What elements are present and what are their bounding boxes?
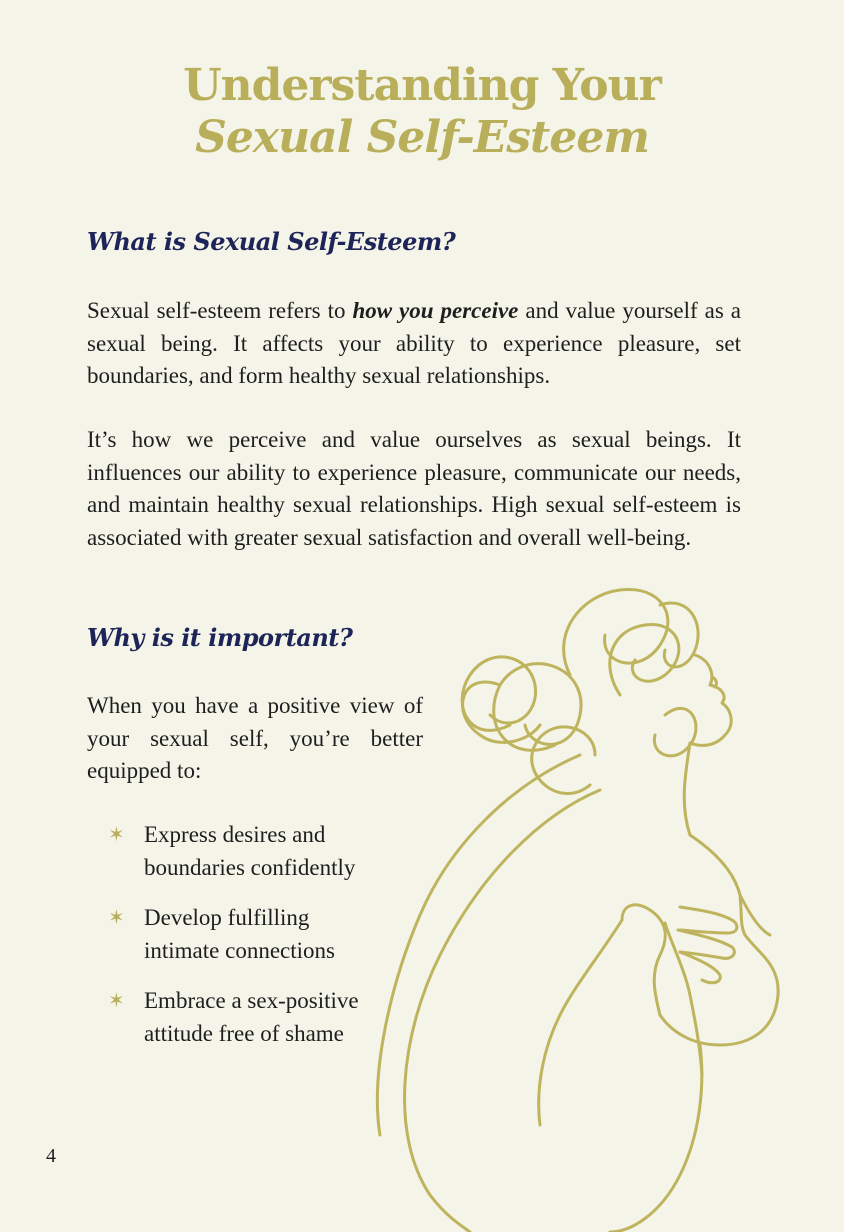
title-line-2: Sexual Self-Esteem: [195, 112, 649, 163]
star-icon: ✶: [108, 905, 125, 929]
paragraph-influence: It’s how we perceive and value ourselves as sexual beings. It influences our ability to experience pleasure, communicate our needs, and maintain healthy sexual relationships. High sexual self-esteem is associated with greater sexual satisfaction and overall well-being.: [87, 427, 741, 550]
page-number: 4: [46, 1145, 56, 1167]
section-heading-what-is: What is Sexual Self-Esteem?: [87, 227, 456, 256]
star-icon: ✶: [108, 822, 125, 846]
line-art-woman-illustration: [360, 575, 800, 1232]
paragraph-definition: [87, 295, 741, 393]
list-item-line-1: Express desires and: [144, 822, 326, 847]
section-heading-why-important: Why is it important?: [87, 623, 353, 652]
list-item-line-1: Develop fulfilling: [144, 905, 310, 930]
paragraph-intro: When you have a positive view of your sexual self, you’re better equipped to:: [87, 693, 423, 783]
list-item-line-2: intimate connections: [144, 938, 335, 963]
list-item-line-2: boundaries confidently: [144, 855, 356, 880]
page-title: [0, 60, 844, 164]
paragraph-definition-start: Sexual self-esteem refers to: [87, 298, 353, 323]
title-line-1: Understanding Your: [183, 60, 661, 111]
list-item-line-1: Embrace a sex-positive: [144, 988, 359, 1013]
star-icon: ✶: [108, 988, 125, 1012]
list-item-line-2: attitude free of shame: [144, 1021, 344, 1046]
emphasis-how-you-perceive: how you perceive: [352, 298, 519, 323]
paragraph-definition-end: and value yourself as a sexual being. It affects your ability to experience pleasure, set boundaries, and form healthy sexual relationships.: [87, 298, 741, 388]
